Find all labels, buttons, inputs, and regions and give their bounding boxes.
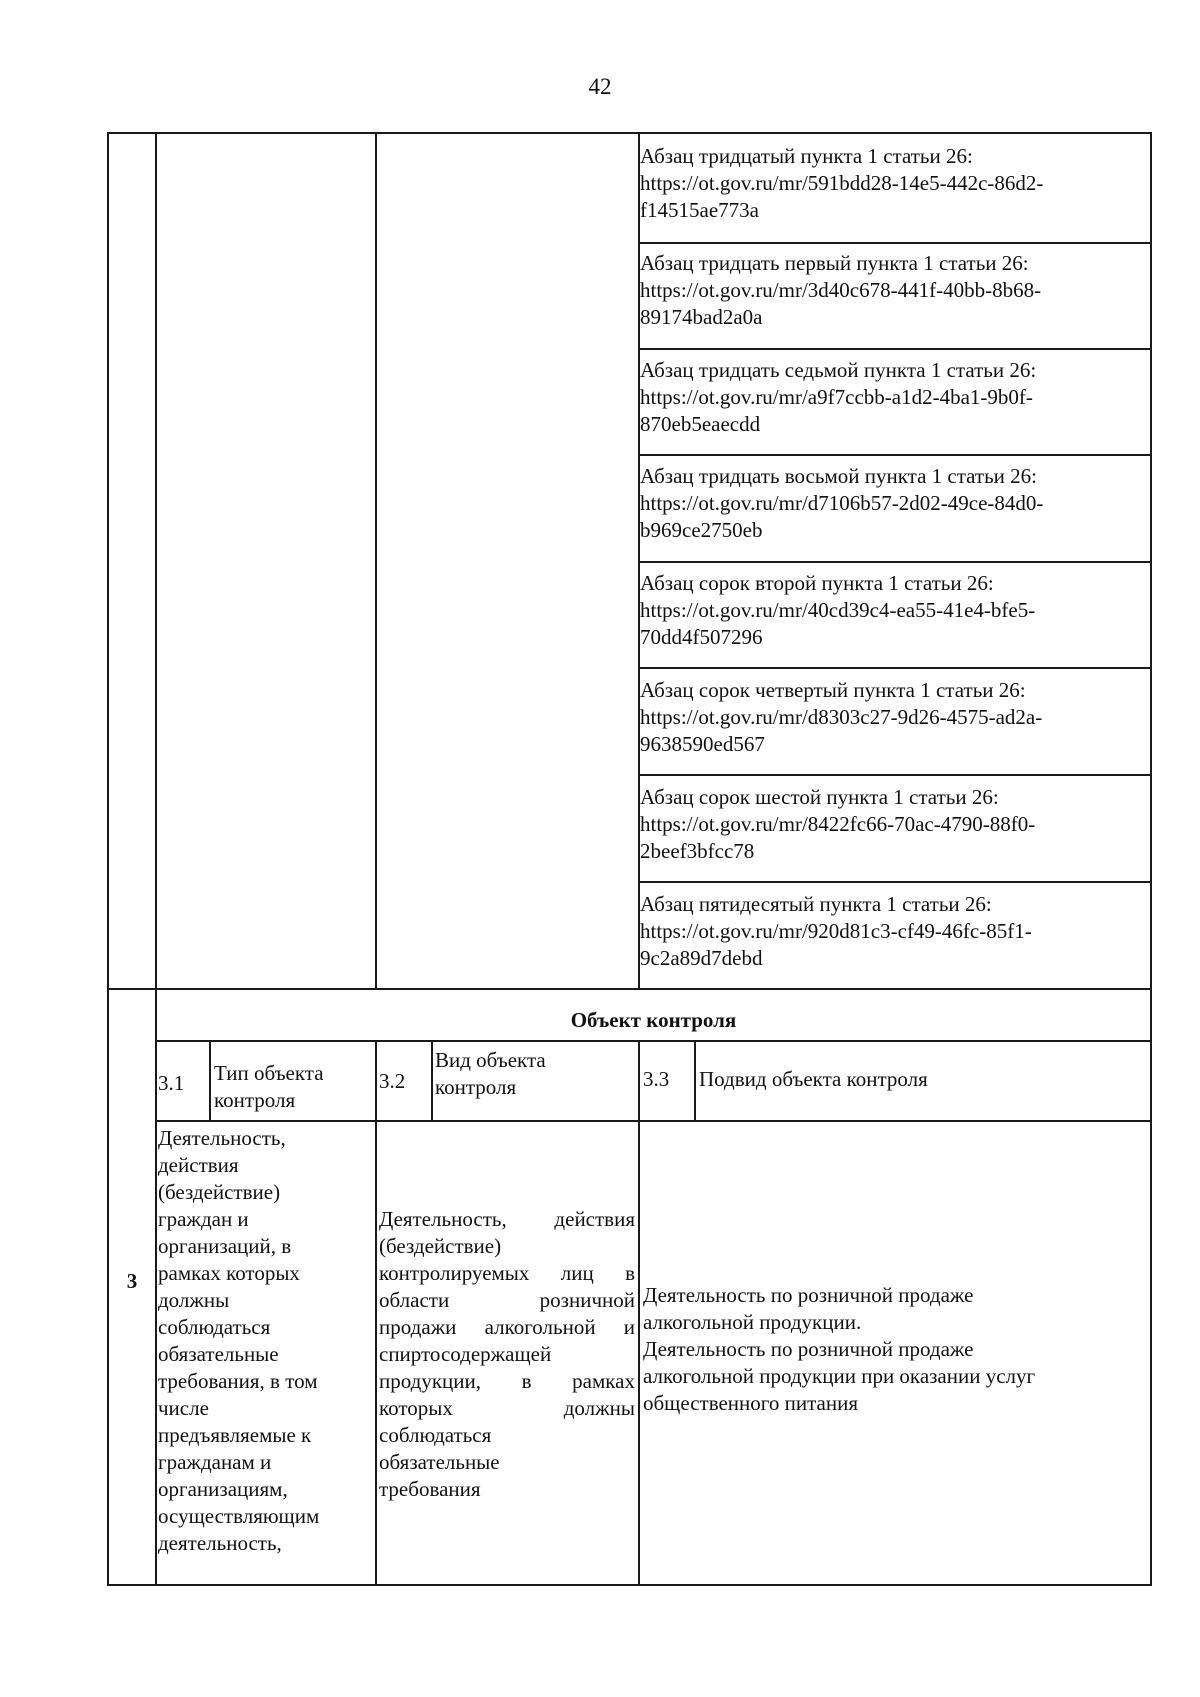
header-col-line <box>638 1040 640 1586</box>
col-line-2 <box>375 132 377 990</box>
type-line: организациям, <box>158 1477 288 1501</box>
type-line: граждан и <box>158 1207 249 1231</box>
type-line: рамках которых <box>158 1261 300 1285</box>
subkind-line: алкогольной продукции при оказании услуг <box>643 1364 1036 1388</box>
section-top-border <box>107 988 1152 990</box>
type-line: гражданам и <box>158 1450 272 1474</box>
norm-ref-url: 89174bad2a0a <box>640 305 763 329</box>
col-line-1 <box>155 132 157 1586</box>
header-kind-label <box>435 1047 635 1101</box>
subkind-line: алкогольной продукции. <box>643 1310 862 1334</box>
header-col-line <box>375 1040 377 1586</box>
table-border-top <box>107 132 1152 134</box>
kind-line: продажи алкогольной и <box>379 1315 635 1339</box>
norm-ref-url: https://ot.gov.ru/mr/a9f7ccbb-a1d2-4ba1-9b0f- <box>640 385 1033 409</box>
header-type-label-line: Тип объекта <box>214 1061 324 1085</box>
type-line: деятельность, <box>158 1531 282 1555</box>
header-code-3-3: 3.3 <box>643 1067 670 1091</box>
subkind-line: общественного питания <box>643 1391 858 1415</box>
row-sep <box>638 454 1152 456</box>
kind-line: контролируемых лиц в <box>379 1261 635 1285</box>
page-number: 42 <box>588 74 612 99</box>
kind-line: (бездействие) <box>379 1234 502 1258</box>
type-line: организаций, в <box>158 1234 292 1258</box>
norm-ref-title: Абзац тридцать первый пункта 1 статьи 26: <box>640 251 1029 275</box>
header-code-3-1: 3.1 <box>158 1071 185 1095</box>
type-line: действия <box>158 1153 239 1177</box>
norm-ref-url: b969ce2750eb <box>640 518 763 542</box>
header-col-line <box>209 1040 211 1122</box>
norm-ref-url: https://ot.gov.ru/mr/d7106b57-2d02-49ce-84d0- <box>640 491 1044 515</box>
type-line: Деятельность, <box>158 1126 286 1150</box>
norm-ref-cell <box>640 891 1150 972</box>
table-border-right <box>1150 132 1152 1586</box>
norm-ref-url: https://ot.gov.ru/mr/920d81c3-cf49-46fc-85f1- <box>640 919 1032 943</box>
type-line: предъявляемые к <box>158 1423 312 1447</box>
type-line: обязательные <box>158 1342 279 1366</box>
kind-line: которых должны <box>379 1396 635 1420</box>
header-col-line <box>694 1040 696 1122</box>
header-subkind-label: Подвид объекта контроля <box>699 1067 928 1091</box>
subkind-line: Деятельность по розничной продаже <box>643 1337 974 1361</box>
header-type-label-line: контроля <box>214 1088 296 1112</box>
row-number: 3 <box>126 1269 138 1293</box>
type-text <box>158 1125 373 1557</box>
type-line: числе <box>158 1396 209 1420</box>
norm-ref-title: Абзац пятидесятый пункта 1 статьи 26: <box>640 892 992 916</box>
row-sep <box>638 881 1152 883</box>
header-col-line <box>431 1040 433 1122</box>
title-row-border <box>155 1040 1152 1042</box>
norm-ref-url: 2beef3bfcc78 <box>640 839 755 863</box>
kind-line: требования <box>379 1477 481 1501</box>
norm-ref-cell <box>640 250 1150 331</box>
norm-ref-cell <box>640 570 1150 651</box>
norm-ref-cell <box>640 677 1150 758</box>
type-line: должны <box>158 1288 230 1312</box>
header-row-border <box>155 1120 1152 1122</box>
type-line: (бездействие) <box>158 1180 281 1204</box>
table-border-left <box>107 132 109 1586</box>
section-title: Объект контроля <box>570 1008 737 1032</box>
table-border-bottom <box>107 1584 1152 1586</box>
norm-ref-url: https://ot.gov.ru/mr/40cd39c4-ea55-41e4-bfe5- <box>640 598 1036 622</box>
header-kind-label-line: Вид объекта <box>435 1048 546 1072</box>
norm-ref-url: 870eb5eaecdd <box>640 412 761 436</box>
kind-line: Деятельность, действия <box>379 1207 635 1231</box>
kind-text <box>379 1206 635 1503</box>
type-line: соблюдаться <box>158 1315 271 1339</box>
norm-ref-cell <box>640 143 1150 224</box>
header-type-label <box>214 1060 374 1114</box>
kind-line: соблюдаться <box>379 1423 492 1447</box>
norm-ref-url: https://ot.gov.ru/mr/d8303c27-9d26-4575-ad2a- <box>640 705 1043 729</box>
row-sep <box>638 667 1152 669</box>
norm-ref-url: 9c2a89d7debd <box>640 946 763 970</box>
norm-ref-cell <box>640 357 1150 438</box>
norm-ref-cell <box>640 784 1150 865</box>
row-sep <box>638 774 1152 776</box>
type-line: осуществляющим <box>158 1504 320 1528</box>
norm-ref-url: f14515ae773a <box>640 198 759 222</box>
norm-ref-title: Абзац сорок четвертый пункта 1 статьи 26: <box>640 678 1026 702</box>
type-line: требования, в том <box>158 1369 318 1393</box>
norm-ref-url: https://ot.gov.ru/mr/8422fc66-70ac-4790-88f0- <box>640 812 1036 836</box>
norm-ref-title: Абзац тридцатый пункта 1 статьи 26: <box>640 144 973 168</box>
kind-line: продукции, в рамках <box>379 1369 635 1393</box>
norm-ref-title: Абзац тридцать седьмой пункта 1 статьи 26: <box>640 358 1037 382</box>
row-sep <box>638 242 1152 244</box>
norm-ref-url: 70dd4f507296 <box>640 625 763 649</box>
kind-line: спиртосодержащей <box>379 1342 552 1366</box>
header-code-3-2: 3.2 <box>379 1069 406 1093</box>
kind-line: обязательные <box>379 1450 500 1474</box>
norm-ref-url: 9638590ed567 <box>640 732 765 756</box>
norm-ref-cell <box>640 463 1150 544</box>
norm-ref-title: Абзац сорок шестой пункта 1 статьи 26: <box>640 785 999 809</box>
subkind-text <box>643 1282 1148 1417</box>
kind-line: области розничной <box>379 1288 635 1312</box>
row-sep <box>638 561 1152 563</box>
norm-ref-title: Абзац тридцать восьмой пункта 1 статьи 26: <box>640 464 1038 488</box>
norm-ref-url: https://ot.gov.ru/mr/591bdd28-14e5-442c-86d2- <box>640 171 1044 195</box>
header-kind-label-line: контроля <box>435 1075 517 1099</box>
subkind-line: Деятельность по розничной продаже <box>643 1283 974 1307</box>
norm-ref-title: Абзац сорок второй пункта 1 статьи 26: <box>640 571 994 595</box>
norm-ref-url: https://ot.gov.ru/mr/3d40c678-441f-40bb-8b68- <box>640 278 1042 302</box>
row-sep <box>638 348 1152 350</box>
